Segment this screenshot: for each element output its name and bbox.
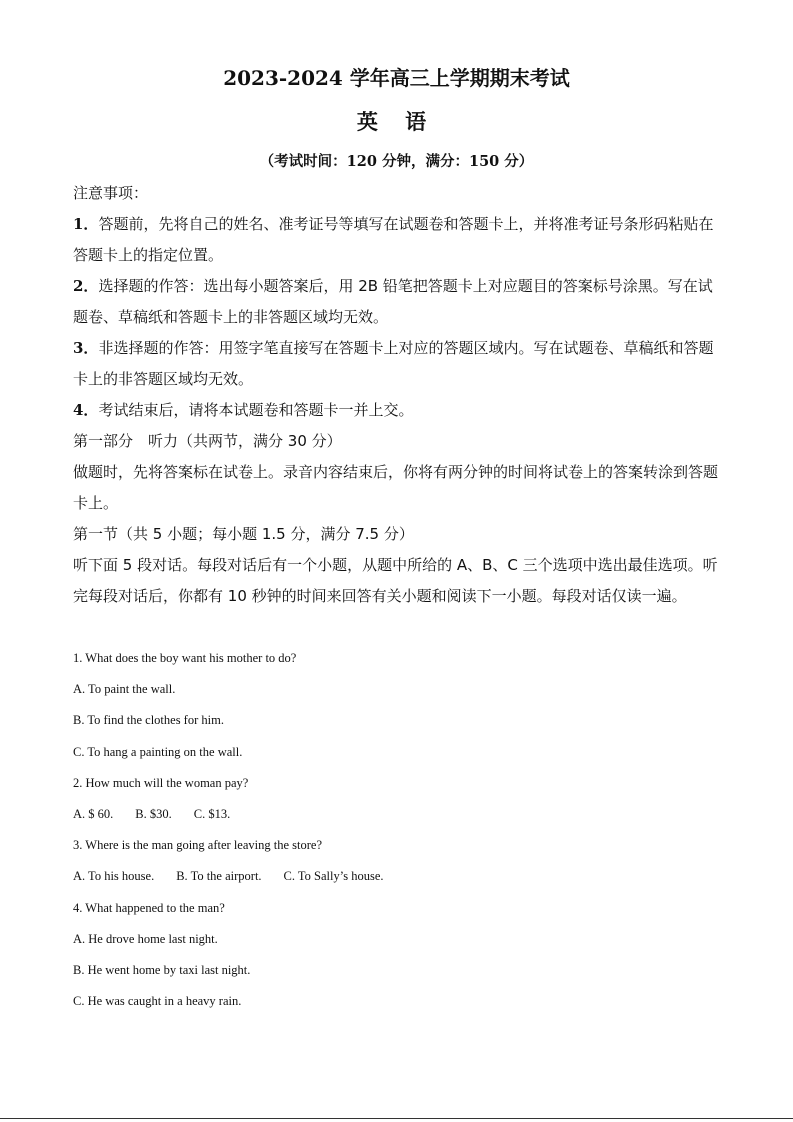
section1-heading: 第一节（共 5 小题；每小题 1.5 分，满分 7.5 分）: [73, 525, 414, 543]
notice-item-number: 4．: [73, 401, 99, 419]
option-c: C. $13.: [193, 807, 231, 821]
section1-instruction: 听下面 5 段对话。每段对话后有一个小题，从题中所给的 A、B、C 三个选项中选出最佳选项。听完每段对话后，你都有 10 秒钟的时间来回答有关小题和阅读下一小题。每段对话仅读一遍。: [73, 556, 718, 605]
time-info: （考试时间：120 分钟，满分：150 分）: [259, 153, 534, 170]
question-2-stem: 2. How much will the woman pay?: [73, 776, 249, 790]
notice-item-text: 考试结束后，请将本试题卷和答题卡一并上交。: [98, 401, 414, 419]
option-a: A. To his house.: [73, 869, 155, 883]
notice-item-2: [73, 271, 723, 333]
question-1-option-b: B. To find the clothes for him.: [73, 713, 224, 727]
notice-item-text: 选择题的作答：选出每小题答案后，用 2B 铅笔把答题卡上对应题目的答案标号涂黑。写在试题卷、草稿纸和答题卡上的非答题区域均无效。: [73, 277, 713, 326]
option-a: A. $ 60.: [73, 807, 114, 821]
notice-heading: 注意事项：: [73, 184, 149, 202]
subject-title: 英 语: [356, 109, 437, 134]
question-4-stem: 4. What happened to the man?: [73, 901, 225, 915]
option-c: C. To Sally’s house.: [283, 869, 384, 883]
option-b: B. $30.: [135, 807, 172, 821]
part1-instruction: 做题时，先将答案标在试卷上。录音内容结束后，你将有两分钟的时间将试卷上的答案转涂到答题卡上。: [73, 463, 719, 512]
question-1-option-a: A. To paint the wall.: [73, 682, 176, 696]
question-3-stem: 3. Where is the man going after leaving the store?: [73, 838, 322, 852]
question-4-option-a: A. He drove home last night.: [73, 932, 218, 946]
notice-item-number: 2．: [73, 277, 99, 295]
notice-item-text: 答题前，先将自己的姓名、准考证号等填写在试题卷和答题卡上，并将准考证号条形码粘贴在答题卡上的指定位置。: [73, 215, 714, 264]
question-2-options: [73, 807, 230, 822]
page-bottom-divider: [0, 1118, 793, 1119]
notice-item-4: [73, 395, 723, 426]
notice-item-1: [73, 209, 723, 271]
question-4-option-b: B. He went home by taxi last night.: [73, 963, 251, 977]
question-4-option-c: C. He was caught in a heavy rain.: [73, 994, 242, 1008]
part1-heading: 第一部分 听力（共两节，满分 30 分）: [73, 432, 342, 450]
notice-item-number: 3．: [73, 339, 99, 357]
notice-item-text: 非选择题的作答：用签字笔直接写在答题卡上对应的答题区域内。写在试题卷、草稿纸和答题卡上的非答题区域均无效。: [73, 339, 714, 388]
option-b: B. To the airport.: [176, 869, 262, 883]
notice-item-number: 1．: [73, 215, 99, 233]
question-1-option-c: C. To hang a painting on the wall.: [73, 745, 243, 759]
question-3-options: [73, 869, 384, 884]
notice-item-3: [73, 333, 723, 395]
exam-title: 2023-2024 学年高三上学期期末考试: [223, 66, 570, 90]
question-1-stem: 1. What does the boy want his mother to do?: [73, 651, 297, 665]
